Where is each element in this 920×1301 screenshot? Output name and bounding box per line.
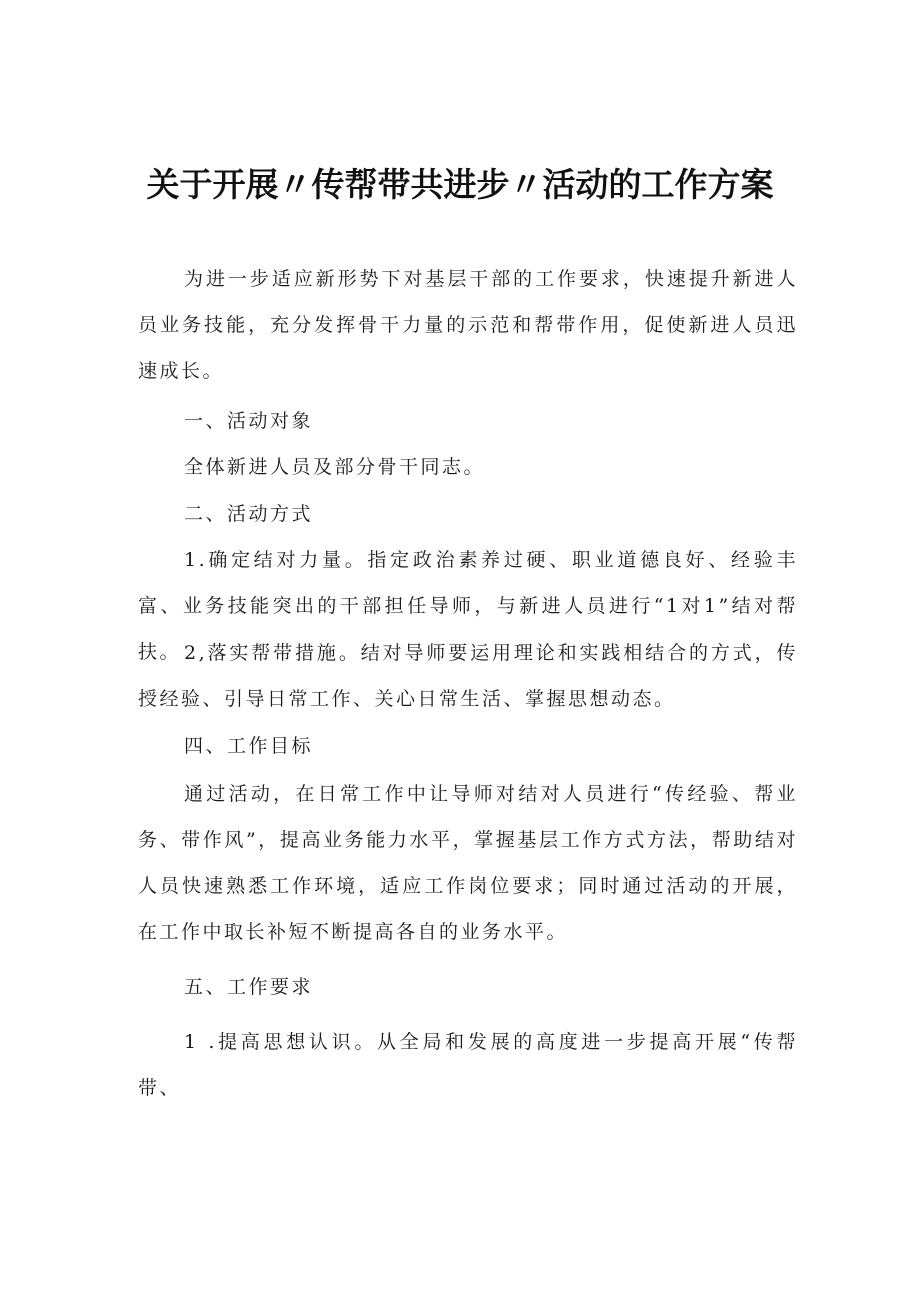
section-heading-work-requirement: 五、工作要求 xyxy=(184,976,314,998)
document-title: 关于开展〃传帮带共进步〃活动的工作方案 xyxy=(146,165,774,204)
section-heading-work-goal: 四、工作目标 xyxy=(184,735,314,757)
activity-method-item-2: 2,落实帮带措施。结对导师要运用理论和实践相结合的方式，传授经验、引导日常工作、关心日常生活、掌握思想动态。 xyxy=(138,642,798,710)
work-requirement-item-1: 1 .提高思想认识。从全局和发展的高度进一步提高开展“传帮带、 xyxy=(138,1031,798,1099)
section-heading-activity-target: 一、活动对象 xyxy=(184,410,314,432)
work-goal-paragraph: 通过活动，在日常工作中让导师对结对人员进行“传经验、帮业务、带作风”，提高业务能力水平，掌握基层工作方式方法，帮助结对人员快速熟悉工作环境，适应工作岗位要求；同时通过活动的开展，在工作中取长补短不断提高各自的业务水平。 xyxy=(138,783,798,943)
activity-target-paragraph: 全体新进人员及部分骨干同志。 xyxy=(184,456,486,478)
intro-paragraph: 为进一步适应新形势下对基层干部的工作要求，快速提升新进人员业务技能，充分发挥骨干力量的示范和帮带作用，促使新进人员迅速成长。 xyxy=(138,268,798,382)
activity-method-item-1: 1.确定结对力量。指定政治素养过硬、职业道德良好、经验丰富、业务技能突出的干部担任导师，与新进人员进行“1对1”结对帮扶。 xyxy=(138,549,798,663)
section-heading-activity-method: 二、活动方式 xyxy=(184,503,314,525)
